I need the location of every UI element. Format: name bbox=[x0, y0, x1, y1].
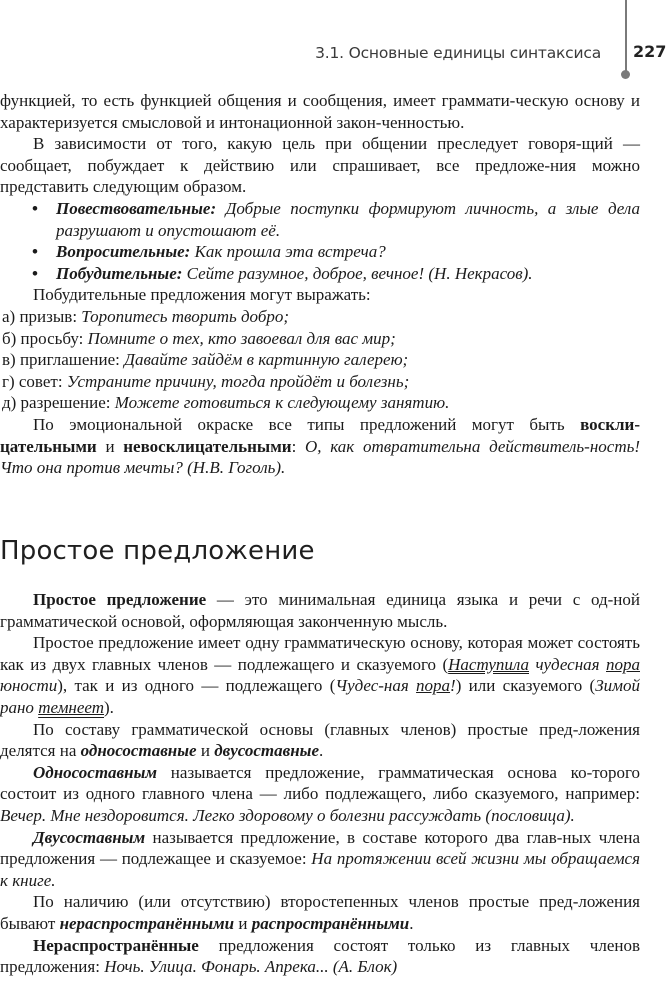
list-example: Давайте зайдём в картинную галерею; bbox=[124, 350, 409, 370]
bullet-term: Повествовательные: bbox=[56, 198, 217, 218]
paragraph-imperative-intro: Побудительные предложения могут выражать: bbox=[33, 285, 371, 305]
list-label: д) разрешение: bbox=[2, 393, 115, 413]
section-heading: Простое предложение bbox=[0, 536, 315, 566]
term-extended: распространёнными bbox=[251, 913, 410, 933]
predicate-underlined: Наступила bbox=[448, 654, 529, 674]
bullet-example: Добрые поступки формируют личность, а злые дела разрушают и опустошают её. bbox=[56, 198, 640, 240]
list-example: Устраните причину, тогда пройдёт и болезнь; bbox=[66, 371, 410, 391]
paragraph-secondary-members bbox=[0, 891, 640, 934]
text-run: : bbox=[291, 436, 306, 456]
list-item bbox=[0, 371, 640, 393]
paragraph-definition bbox=[0, 589, 640, 632]
list-label: а) призыв: bbox=[2, 306, 82, 326]
example-quote: На протяжении всей жизни мы обращаемся к книге. bbox=[0, 849, 641, 890]
text-run: Чудес-ная bbox=[335, 676, 417, 696]
body-text-top bbox=[0, 90, 640, 479]
text-run: чудесная bbox=[529, 654, 606, 674]
term-one-part-def: Односоставным bbox=[33, 762, 158, 782]
term-one-part: односоставные bbox=[80, 741, 197, 761]
text-run: — это минимальная единица языка и речи с од-ной грамматической основой, оформляющая законченную мысль. bbox=[0, 590, 640, 631]
list-example: Торопитесь творить добро; bbox=[81, 306, 290, 326]
example-2 bbox=[335, 676, 455, 695]
term-non-exclamatory: невосклицательными bbox=[123, 436, 292, 456]
page-number: 227 bbox=[633, 42, 666, 61]
paragraph-two-part bbox=[0, 827, 640, 892]
text-run: ). bbox=[104, 697, 114, 717]
header-divider bbox=[625, 0, 627, 72]
body-text-section bbox=[0, 589, 640, 978]
text-run: По эмоциональной окраске все типы предложений могут быть bbox=[33, 414, 581, 434]
subject-underlined: пора bbox=[606, 654, 640, 674]
text-run: и bbox=[234, 913, 252, 933]
list-label: в) приглашение: bbox=[2, 350, 125, 370]
bullet-icon: • bbox=[32, 198, 38, 218]
text-run: . bbox=[319, 741, 324, 761]
list-label: б) просьбу: bbox=[2, 328, 88, 348]
text-run: и bbox=[196, 741, 215, 761]
term-unextended-def: Нераспространённые bbox=[33, 935, 199, 955]
text-run: По наличию (или отсутствию) второстепенных членов простые пред-ложения бывают bbox=[0, 892, 640, 933]
paragraph-continuation: функцией, то есть функцией общения и сообщения, имеет граммати-ческую основу и характеризуется смысловой и интонационной закон-ченностью. bbox=[0, 91, 640, 132]
text-run: ) или сказуемого ( bbox=[455, 676, 596, 696]
example-quote: Вечер. Мне нездоровится. Легко здоровому о болезни рассуждать (пословица). bbox=[0, 805, 575, 825]
text-run: предложения состоят только из главных членов предложения: bbox=[0, 935, 640, 977]
term-simple-sentence: Простое предложение bbox=[33, 590, 207, 609]
paragraph-grammatical-basis bbox=[0, 632, 640, 718]
bullet-icon: • bbox=[32, 242, 38, 262]
term-exclamatory: воскли-цательными bbox=[0, 414, 640, 456]
list-item bbox=[0, 349, 640, 371]
term-two-part: двусоставные bbox=[214, 741, 320, 761]
running-header-title: 3.1. Основные единицы синтаксиса bbox=[315, 44, 601, 62]
bullet-imperative bbox=[0, 263, 640, 285]
text-run: . bbox=[409, 913, 414, 933]
term-two-part-def: Двусоставным bbox=[33, 827, 146, 847]
header-dot-ornament bbox=[621, 70, 630, 79]
list-label: г) совет: bbox=[2, 371, 67, 391]
text-run: ), так и из одного — подлежащего ( bbox=[57, 676, 336, 696]
text-run: Простое предложение имеет одну грамматическую основу, которая может состоять как из двух главных членов — подлежащего и сказуемого ( bbox=[0, 633, 640, 674]
text-run: ! bbox=[450, 676, 456, 696]
bullet-icon: • bbox=[32, 263, 38, 283]
bullet-example: Как прошла эта встреча? bbox=[190, 242, 386, 262]
text-run: По составу грамматической основы (главных членов) простые пред-ложения делятся на bbox=[0, 719, 640, 761]
text-run: называется предложение, в составе которого два глав-ных члена предложения — подлежащее и сказуемое: bbox=[0, 827, 640, 869]
paragraph-unextended bbox=[0, 935, 640, 978]
paragraph-purpose: В зависимости от того, какую цель при общении преследует говоря-щий — сообщает, побуждает к действию или спрашивает, все предложе-ния можно представить следующим образом. bbox=[0, 134, 640, 197]
bullet-term: Побудительные: bbox=[56, 263, 183, 283]
term-unextended: нераспространёнными bbox=[59, 913, 235, 933]
paragraph-one-part bbox=[0, 762, 640, 827]
list-example: Можете готовиться к следующему занятию. bbox=[114, 393, 450, 413]
bullet-term: Вопросительные: bbox=[56, 242, 191, 262]
bullet-example: Сейте разумное, доброе, вечное! (Н. Некрасов). bbox=[182, 263, 533, 283]
paragraph-emotional bbox=[0, 414, 640, 479]
example-quote: Ночь. Улица. Фонарь. Апрека... (А. Блок) bbox=[104, 957, 398, 977]
list-item bbox=[0, 328, 640, 350]
bullet-interrogative bbox=[0, 241, 640, 263]
example-quote: О, как отвратительна действитель-ность! Что она против мечты? (Н.В. Гоголь). bbox=[0, 436, 640, 478]
list-item bbox=[0, 392, 640, 414]
bullet-declarative bbox=[0, 198, 640, 241]
list-example: Помните о тех, кто завоевал для вас мир; bbox=[87, 328, 396, 348]
paragraph-composition bbox=[0, 719, 640, 762]
text-run: называется предложение, грамматическая основа ко-торого состоит из одного главного члена — либо подлежащего, либо сказуемого, например: bbox=[0, 762, 640, 804]
subject-underlined: пора bbox=[416, 676, 451, 696]
list-item bbox=[0, 306, 640, 328]
text-run: Зимой рано bbox=[0, 676, 640, 717]
text-run: юности bbox=[0, 676, 58, 696]
text-run: и bbox=[96, 436, 124, 456]
predicate-underlined: темнеет bbox=[38, 697, 105, 717]
